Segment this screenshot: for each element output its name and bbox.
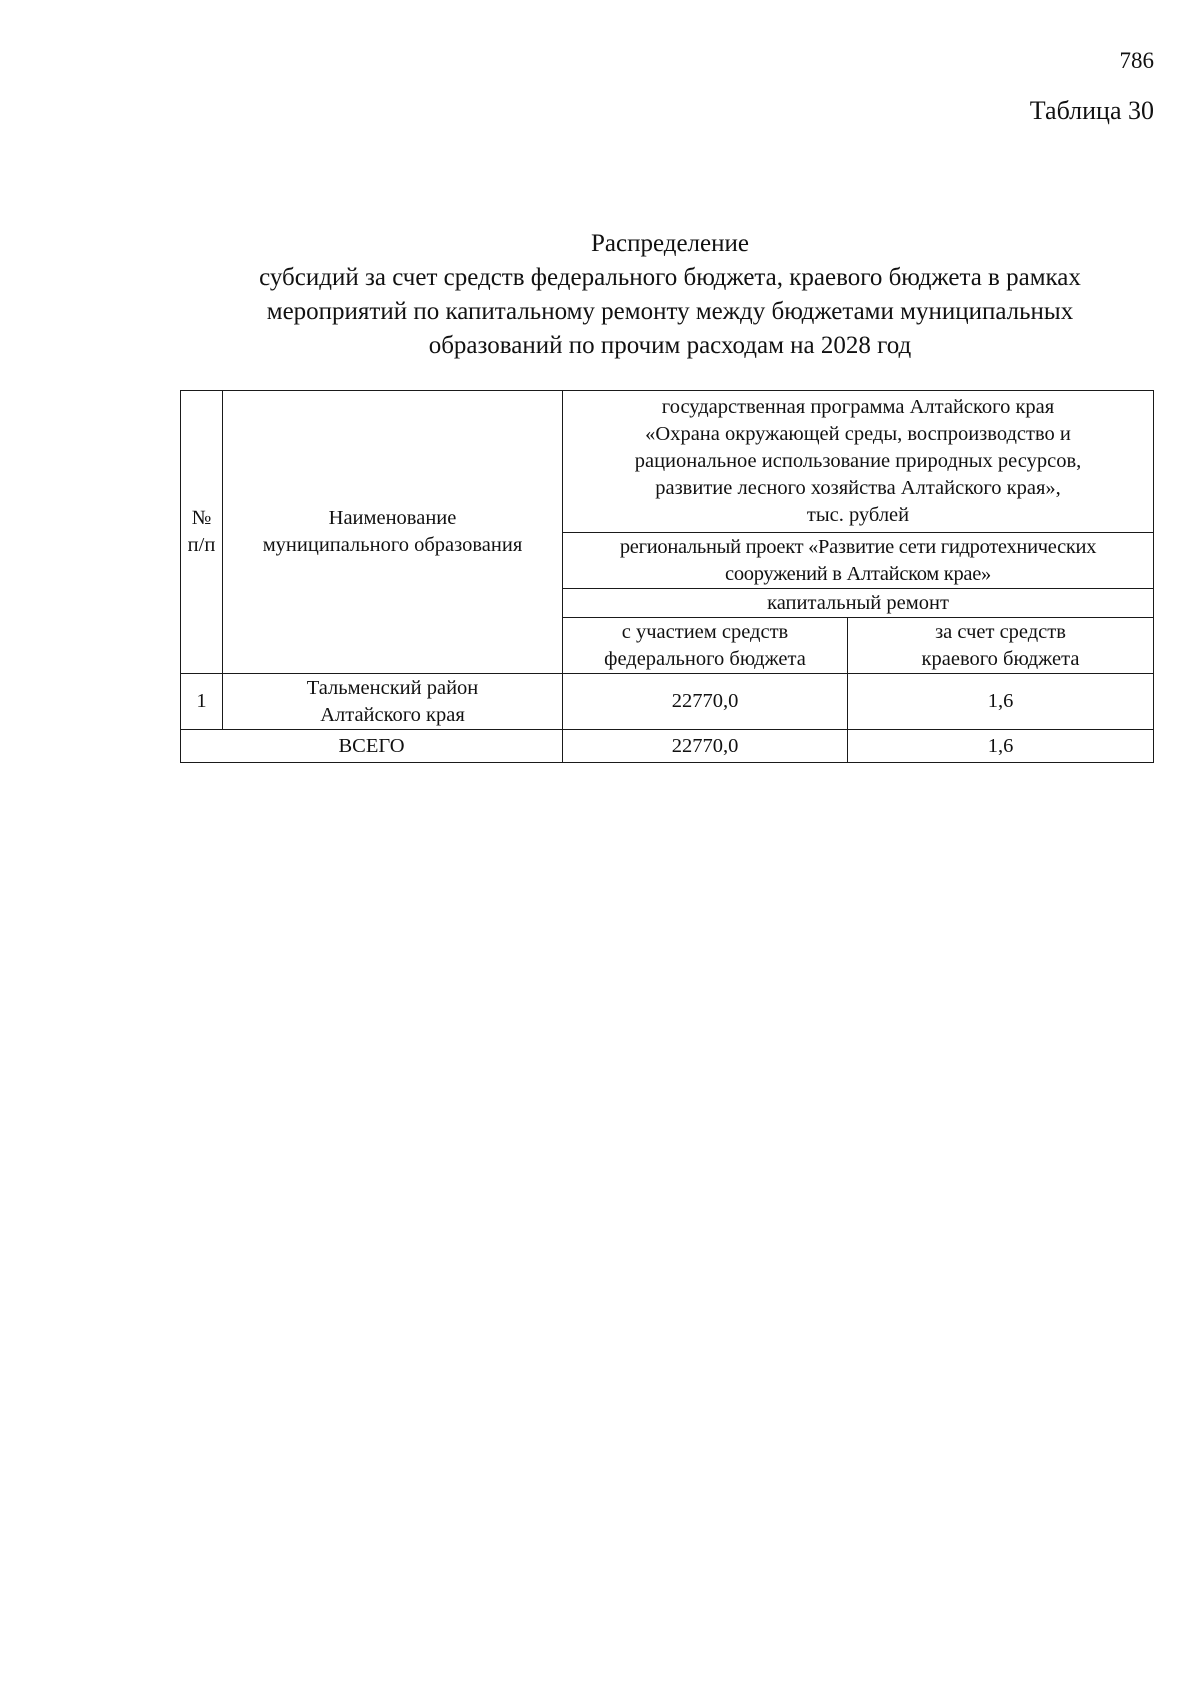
header-number-symbol: № xyxy=(191,507,212,529)
row-regional-value: 1,6 xyxy=(848,674,1154,730)
table-row xyxy=(181,674,1154,730)
header-number-cell xyxy=(181,391,223,674)
total-federal-value: 22770,0 xyxy=(563,730,848,763)
header-name-line-1: Наименование xyxy=(328,507,457,529)
project-line-1: региональный проект «Развитие сети гидротехнических xyxy=(619,535,1097,558)
total-row xyxy=(181,730,1154,763)
header-repair-type-cell: капитальный ремонт xyxy=(563,589,1154,618)
header-federal-cell xyxy=(563,618,848,674)
header-name-cell xyxy=(223,391,563,674)
document-title xyxy=(165,227,1175,363)
federal-line-1: с участием средств xyxy=(621,620,789,643)
title-line-2: субсидий за счет средств федерального бюджета, краевого бюджета в рамках xyxy=(259,264,1081,291)
total-regional-value: 1,6 xyxy=(848,730,1154,763)
header-number-abbrev: п/п xyxy=(187,534,216,556)
title-line-3: мероприятий по капитальному ремонту между бюджетами муниципальных xyxy=(266,298,1074,325)
header-project-cell xyxy=(563,533,1154,589)
program-line-3: рациональное использование природных ресурсов, xyxy=(634,450,1082,472)
program-line-1: государственная программа Алтайского края xyxy=(661,396,1055,418)
row-name-line-2: Алтайского края xyxy=(320,703,465,726)
project-line-2: сооружений в Алтайском крае» xyxy=(725,562,991,585)
distribution-table xyxy=(180,390,1154,763)
row-municipality-name xyxy=(223,674,563,730)
row-number: 1 xyxy=(181,674,223,730)
row-name-line-1: Тальменский район xyxy=(306,676,479,699)
program-line-2: «Охрана окружающей среды, воспроизводство и xyxy=(645,423,1071,445)
header-name-line-2: муниципального образования xyxy=(262,534,523,556)
row-federal-value: 22770,0 xyxy=(563,674,848,730)
program-line-4: развитие лесного хозяйства Алтайского края», xyxy=(655,477,1061,499)
regional-line-2: краевого бюджета xyxy=(921,647,1080,670)
regional-line-1: за счет средств xyxy=(935,620,1066,643)
title-line-1: Распределение xyxy=(591,230,749,257)
table-label: Таблица 30 xyxy=(1029,96,1154,125)
federal-line-2: федерального бюджета xyxy=(604,647,806,670)
header-program-cell xyxy=(563,391,1154,533)
title-line-4: образований по прочим расходам на 2028 год xyxy=(428,332,912,359)
program-line-5: тыс. рублей xyxy=(806,504,910,526)
total-label: ВСЕГО xyxy=(181,730,563,763)
header-regional-cell xyxy=(848,618,1154,674)
page-number: 786 xyxy=(1119,48,1154,73)
